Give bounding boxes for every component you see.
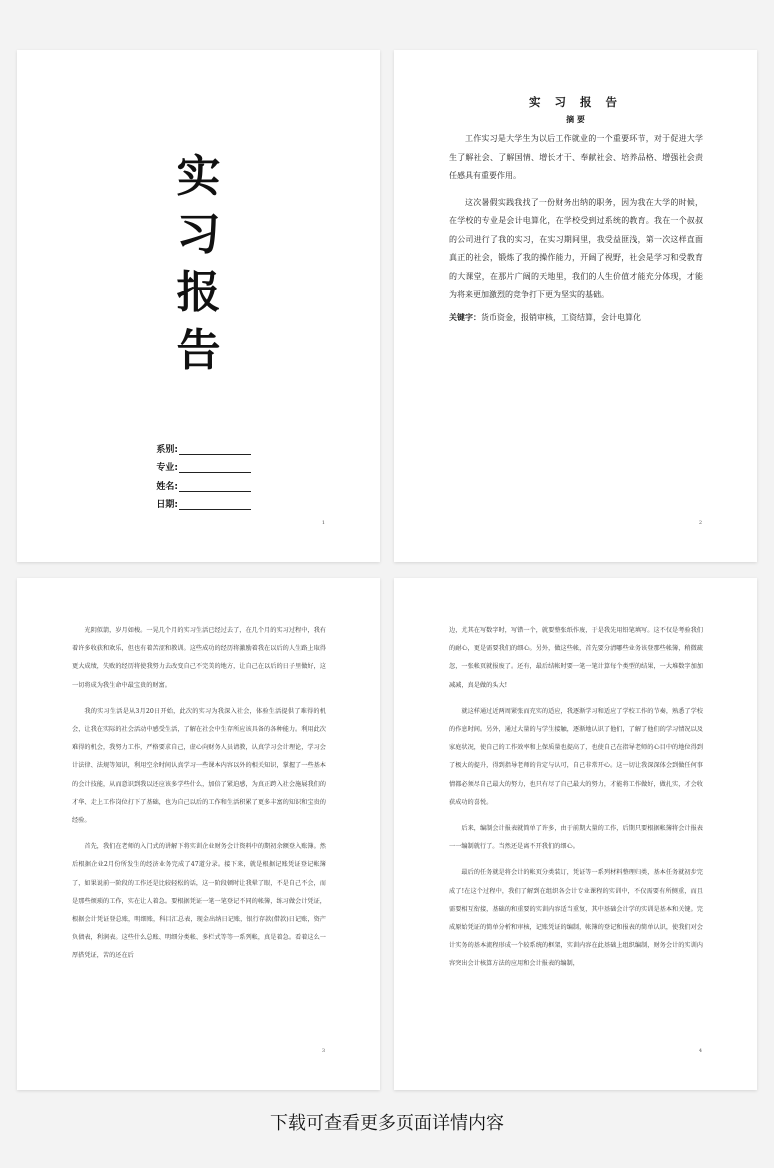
keywords-text: 货币资金，报销审核，工资结算，会计电算化 (481, 312, 641, 322)
paragraph: 首先，我们在老师的入门式的讲解下将实训企业财务会计资料中的期初余额登入账簿。然后根据企业2月份所发生的经济业务完成了47道分录。接下来，就是根据记账凭证登记帐簿了，如果说前一阶段的工作还是比较轻松的话，这一阶段顿时让我晕了眼，不是自己不会，而是那些烦琐的工作，实在让人着急。要根据凭证一笔一笔登记不同的帐簿，练习做会计凭证，根据会计凭证登总账，明细账，科目汇总表，现金出纳日记账，银行存款(借款)日记账，资产负债表，利润表。这些什么总账、明细分类帐、多栏式等等一系列帐，真是着急。看着这么一厚搭凭证，苦的还在后 (72, 843, 326, 960)
field-label: 姓名: (156, 481, 178, 492)
page-body-4 (394, 578, 757, 1090)
paragraph: 这次暑假实践我找了一份财务出纳的职务，因为我在大学的时候，在学校的专业是会计电算化，在学校受到过系统的教育。我在一个叔叔的公司进行了我的实习，在实习期间里，我受益匪浅，第一次这样直面真正的社会，锻炼了我的操作能力，开阔了视野，社会是学习和受教育的大课堂，在那片广阔的天地里，我们的人生价值才能充分体现，才能为将来更加激烈的竞争打下更为坚实的基础。 (449, 197, 703, 299)
cover-field-name (148, 473, 251, 492)
paragraph: 边，尤其在写数字时，写错一个，就要整张纸作废，于是我先用铅笔填写。这不仅是考验我们的耐心，更是需要我们的细心。另外，做这些帐，首先要分清哪些业务该登那些帐簿，稍微疏忽，一张帐页就报废了。还有，最后结帐时要一笔一笔计算每个类型的结果，一大堆数字加加减减，真是做的头大! (449, 627, 703, 689)
paragraph: 我的实习生活是从3月20日开始，此次的实习为我深入社会，体验生活提供了难得的机会，让我在实际的社会活动中感受生活，了解在社会中生存所应该具备的各种能力。利用此次难得的机会，我努力工作，严格要求自己，虚心向财务人员请教，认真学习会计理论，学习会计法律、法规等知识，利用空余时间认真学习一些课本内容以外的相关知识，掌握了一些基本的会计技能，从而意识到我以还应该多学些什么，加倍了紧迫感，为真正跨入社会施展我们的才华、走上工作岗位打下了基础，也为自己以后的工作和生活积累了更多丰富的知识和宝贵的经验。 (72, 707, 326, 825)
paragraph: 就这样通过近两周紧张而充实的适应，我逐渐学习和适应了学校工作的节奏，熟悉了学校的作息时间。另外，通过大量的与学生接触，逐渐地认识了他们，了解了他们的学习情况以及家庭状况，使自己的工作效率和上保质量也提高了，也使自己在指导老师的心目中的地位得到了极大的提升，得到指导老师的肯定与认可，自己非常开心。这一切让我深深体会到做任何事情都必须尽自己最大的努力，也只有尽了自己最大的努力，才能将工作做好，做扎实，才会收获成功的喜悦。 (449, 707, 703, 806)
cover-field-major (148, 455, 251, 474)
download-prompt: 下载可查看更多页面详情内容 (270, 1113, 504, 1134)
page-abstract (394, 50, 757, 562)
field-blank-line (179, 500, 251, 510)
paragraph: 后来，编制会计报表就简单了许多，由于前期大量的工作，后期只要根据帐簿将会计报表一一编制就行了。当然还是离不开我们的细心。 (449, 825, 703, 851)
body-text (449, 622, 703, 974)
abstract-body (449, 130, 703, 325)
cover-field-department (148, 436, 251, 455)
keywords (449, 311, 703, 325)
page-number: 4 (698, 1048, 702, 1054)
field-label: 日期: (156, 500, 178, 510)
field-blank-line (179, 445, 251, 455)
page-cover (17, 50, 380, 562)
field-blank-line (179, 482, 251, 492)
keywords-label: 关键字： (449, 312, 481, 322)
field-label: 专业: (156, 463, 178, 473)
cover-title-char: 告 (176, 325, 221, 376)
paragraph: 工作实习是大学生为以后工作就业的一个重要环节，对于促进大学生了解社会、了解国情、增长才干、奉献社会、培养品格、增强社会责任感具有重要作用。 (449, 134, 703, 180)
page-number: 2 (698, 520, 702, 526)
paragraph: 最后的任务就是将会计的帐页分类装订，凭证等一系列材料整理归类，基本任务就初步完成了!在这个过程中，我们了解到在组织各会计专业课程的实训中，不仅需要有所侧重，而且需要相互衔接，基础的和重要的实训内容适当重复，其中基础会计学的实训是基本和关键。完成原始凭证的简单分析和审核，记账凭证的编制，帐簿的登记和报表的简单认识，使我们对会计实务的基本流程形成一个较系统的框架，实训内容在此基础上组织编制，财务会计的实训内容突出会计核算方法的应用和会计报表的编制， (449, 869, 703, 968)
document-title: 实 习 报 告 (528, 95, 622, 109)
cover-fields (148, 436, 251, 510)
cover-field-date (148, 492, 251, 511)
field-blank-line (179, 463, 251, 473)
abstract-heading: 摘 要 (566, 115, 585, 124)
page-number: 3 (321, 1048, 325, 1054)
paragraph: 光阴似箭，岁月如梭。一晃几个月的实习生活已经过去了，在几个月的实习过程中，我有着许多收获和欢乐，但也有着苦涩和教训。这些成功的经历将激励着我在以后的人生路上取得更大成绩，失败的经历将使我努力去改变自己不完美的地方，让自己在以后的日子里做好，这一切将成为我生命中最宝贵的财富。 (72, 627, 326, 689)
field-label: 系别: (156, 444, 178, 455)
cover-title-char: 实 (176, 151, 221, 202)
cover-title-char: 习 (176, 209, 221, 260)
page-body-3 (17, 578, 380, 1090)
cover-title-char: 报 (176, 267, 221, 318)
body-text (72, 622, 326, 966)
page-number: 1 (321, 520, 325, 526)
cover-title (17, 148, 380, 380)
